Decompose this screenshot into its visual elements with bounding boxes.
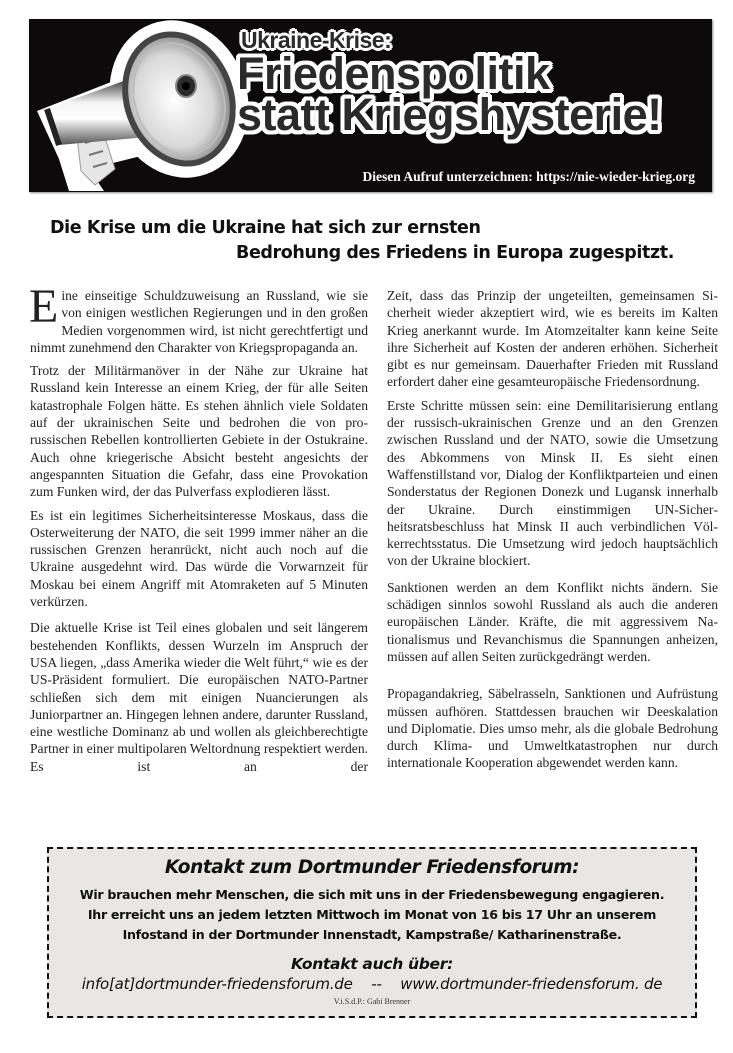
paragraph-text: ine einseitige Schuldzuweisung an Russland, wie sie von einigen westlichen Regierungen und in den großen Medien vorgenommen wird, ist nicht gerechtfertigt und nimmt zunehmend den Charakter von Kriegspropaganda an. xyxy=(30,288,368,355)
visdp-note: V.i.S.d.P.: Gabi Brenner xyxy=(333,997,411,1006)
email-link[interactable]: info[at]dortmunder-friedensforum.de xyxy=(81,975,353,993)
contact-subtitle: Kontakt auch über: xyxy=(290,955,454,973)
subheadline xyxy=(50,216,710,266)
contact-body-line: Ihr erreicht uns an jedem letzten Mittwoch im Monat von 16 bis 17 Uhr an unserem xyxy=(87,907,657,922)
paragraph: Es ist ein legitimes Sicherheitsinteresse Moskaus, dass die Osterweiterung der NATO, die seit 1999 immer näher an die russischen Grenzen heranrückt, nicht auch noch auf die Ukraine ausgedehnt wird. Das würde die Vorwarnzeit für Moskau bei einem Angriff mit Atomraketen auf 5 Minuten verkürzen. xyxy=(30,507,368,610)
link-separator: -- xyxy=(371,975,382,993)
paragraph: Trotz der Militärmanöver in der Nähe zur Ukraine hat Russland kein Interesse an einem Krieg, der für alle Seiten katastrophale Folgen hätte. Es stehen ähnlich viele Soldaten auf der ukrainischen Seite und bedrohen die von pro-russischen Rebellen kontrollierten Gebiete in der Ostukraine. Auch ohne kriegerische Absicht besteht angesichts der angespannten Situation die Gefahr, dass eine Provokation zum Funken wird, der das Pulverfass explodieren lässt. xyxy=(30,363,368,500)
paragraph: Erste Schritte müssen sein: eine Demilitarisierung entlang der russisch-ukrainischen Grenze und an den Grenzen zwischen Russland und der NATO, sowie die Umsetzung des Abkommens von Minsk II. Es sieht einen Waffenstillstand vor, Dialog der Konfliktparteien und einen Sonderstatus der Regionen Donezk und Lugansk innerhalb der Ukraine. Durch einstimmigen UN-Sicherheitsratsbeschluss hat Minsk II auch verbindlichen Völkerrechtsstatus. Die Umsetzung wird jedoch hauptsächlich von der Ukraine blockiert. xyxy=(387,397,718,569)
article-right-column xyxy=(387,287,718,778)
paragraph xyxy=(29,280,368,356)
article-left-column xyxy=(29,280,369,781)
banner-headline-line2: statt Kriegshysterie! xyxy=(237,89,662,140)
banner-headline xyxy=(237,48,662,140)
megaphone-icon xyxy=(29,19,249,192)
paragraph: Propagandakrieg, Säbelrasseln, Sanktionen und Aufrüstung müssen aufhören. Stattdessen brauchen wir Deeskalation und Diplomatie. Dies umso mehr, als die globale Bedrohung durch Klima- und Umweltkatastrophen nur durch internationale Kooperation abgewendet werden kann. xyxy=(387,686,718,771)
banner-kicker: Ukraine-Krise: xyxy=(241,27,392,53)
website-link[interactable]: www.dortmunder-friedensforum. de xyxy=(400,975,663,993)
paragraph: Sanktionen werden an dem Konflikt nichts ändern. Sie schädigen sinnlos sowohl Russland als auch die anderen europäischen Länder. Kräfte, die mit aggressivem Nationalismus und Revanchismus die Spannungen anheizen, müssen auf allen Seiten zurückgedrängt werden. xyxy=(387,579,718,664)
contact-body-line: Wir brauchen mehr Menschen, die sich mit uns in der Friedensbewegung engagieren. xyxy=(79,887,665,902)
sign-call-link[interactable]: Diesen Aufruf unterzeichnen: https://nie-wieder-krieg.org xyxy=(362,169,695,184)
paragraph: Zeit, dass das Prinzip der ungeteilten, gemeinsamen Sicherheit wieder akzeptiert wird, wie es bereits im Kalten Krieg anerkannt wurde. Im Atomzeitalter kann keine Seite ihre Sicherheit auf Kosten der anderen erhöhen. Sicherheit gibt es nur gemeinsam. Dauerhafter Frieden mit Russland erfordert daher eine gesamteuropäische Friedensordnung. xyxy=(387,288,718,390)
contact-links xyxy=(49,975,695,993)
contact-body-line: Infostand in der Dortmunder Innenstadt, Kampstraße/ Katharinenstraße. xyxy=(122,927,622,942)
contact-box xyxy=(47,847,697,1018)
contact-body xyxy=(49,885,695,945)
header-banner xyxy=(29,19,712,192)
subheadline-line1: Die Krise um die Ukraine hat sich zur ernsten xyxy=(50,218,481,238)
contact-title: Kontakt zum Dortmunder Friedensforum: xyxy=(164,857,580,878)
subheadline-line2: Bedrohung des Friedens in Europa zugespitzt. xyxy=(236,243,674,263)
banner-headline-line1: Friedenspolitik xyxy=(237,48,550,99)
dropcap: E xyxy=(29,280,59,333)
paragraph: Die aktuelle Krise ist Teil eines globalen und seit längerem bestehenden Konflikts, dessen Wurzeln im Anspruch der USA liegen, „dass Amerika wieder die Welt führt,“ wie es der US-Präsident formuliert. Die europäischen NATO-Partner schließen sich dem mit einigen Nuancierungen als Juniorpartner an. Hingegen lehnen andere, darunter Russland, eine westliche Dominanz ab und wollen als gleichberechtigte Partner in einer multipolaren Weltordnung respektiert werden. Es ist an der xyxy=(30,620,369,774)
